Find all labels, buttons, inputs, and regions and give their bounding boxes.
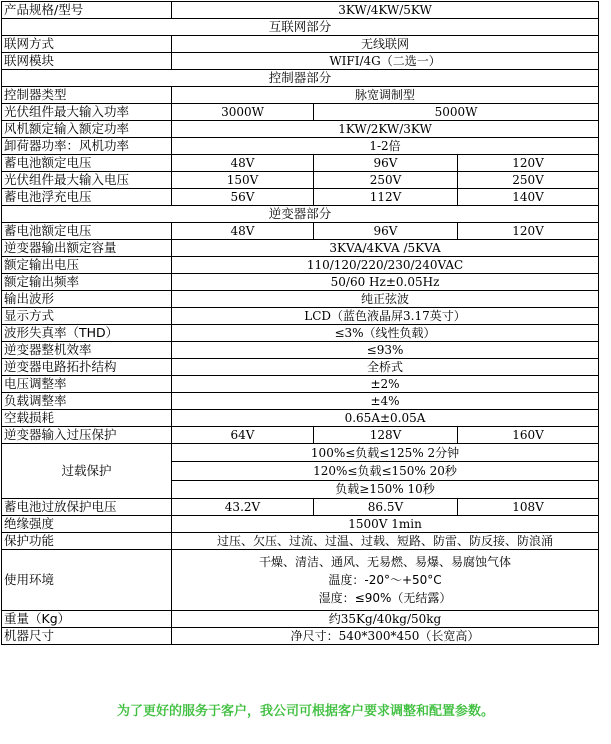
no-load-value: 0.65A±0.05A: [172, 410, 599, 427]
float-voltage-value: 112V: [314, 189, 458, 206]
environment-line: 干燥、清洁、通风、无易燃、易爆、易腐蚀气体: [259, 555, 512, 569]
row-insulation: [2, 516, 599, 533]
float-voltage-value: 140V: [458, 189, 599, 206]
pv-voltage-value: 250V: [314, 172, 458, 189]
wind-power-value: 1KW/2KW/3KW: [172, 121, 599, 138]
insulation-label: 绝缘强度: [2, 516, 172, 533]
inv-bat-voltage-value: 120V: [458, 223, 599, 240]
spec-table: [1, 1, 599, 645]
display-value: LCD（蓝色液晶屏3.17英寸）: [172, 308, 599, 325]
ctrl-type-label: 控制器类型: [2, 87, 172, 104]
row-inv-bat-voltage: [2, 223, 599, 240]
bat-voltage-value: 120V: [458, 155, 599, 172]
over-discharge-value: 86.5V: [314, 499, 458, 516]
overload-line: 120%≤负载≤150% 20秒: [172, 462, 599, 480]
inv-bat-voltage-value: 48V: [172, 223, 314, 240]
row-topology: [2, 359, 599, 376]
dump-load-value: 1-2倍: [172, 138, 599, 155]
row-overload: [2, 444, 599, 462]
inv-capacity-label: 逆变器输出额定容量: [2, 240, 172, 257]
topology-label: 逆变器电路拓扑结构: [2, 359, 172, 376]
row-out-freq: [2, 274, 599, 291]
environment-label: 使用环境: [2, 550, 172, 611]
row-size: [2, 628, 599, 645]
out-voltage-label: 额定输出电压: [2, 257, 172, 274]
overload-line: 100%≤负载≤125% 2分钟: [172, 444, 599, 462]
environment-line: 湿度：≤90%（无结露）: [318, 591, 452, 605]
thd-label: 波形失真率（THD）: [2, 325, 172, 342]
float-voltage-label: 蓄电池浮充电压: [2, 189, 172, 206]
row-load-reg: [2, 393, 599, 410]
no-load-label: 空载损耗: [2, 410, 172, 427]
protection-value: 过压、欠压、过流、过温、过载、短路、防雷、防反接、防浪涌: [172, 533, 599, 550]
row-dump-load: [2, 138, 599, 155]
row-pv-power: [2, 104, 599, 121]
row-inv-capacity: [2, 240, 599, 257]
model-label: 产品规格/型号: [2, 2, 172, 19]
row-bat-voltage: [2, 155, 599, 172]
size-value: 净尺寸：540*300*450（长宽高）: [172, 628, 599, 645]
inv-bat-voltage-label: 蓄电池额定电压: [2, 223, 172, 240]
out-freq-label: 额定输出频率: [2, 274, 172, 291]
dump-load-label: 卸荷器功率：风机功率: [2, 138, 172, 155]
inverter-section-header: 逆变器部分: [2, 206, 599, 223]
net-module-value: WIFI/4G（二选一）: [172, 53, 599, 70]
row-internet-section: [2, 19, 599, 36]
over-discharge-label: 蓄电池过放保护电压: [2, 499, 172, 516]
waveform-label: 输出波形: [2, 291, 172, 308]
wind-power-label: 风机额定输入额定功率: [2, 121, 172, 138]
overload-label: 过载保护: [2, 444, 172, 499]
row-protection: [2, 533, 599, 550]
ctrl-type-value: 脉宽调制型: [172, 87, 599, 104]
row-controller-section: [2, 70, 599, 87]
over-discharge-value: 108V: [458, 499, 599, 516]
row-thd: [2, 325, 599, 342]
row-pv-voltage: [2, 172, 599, 189]
pv-voltage-value: 150V: [172, 172, 314, 189]
weight-value: 约35Kg/40kg/50kg: [172, 611, 599, 628]
row-efficiency: [2, 342, 599, 359]
out-freq-value: 50/60 Hz±0.05Hz: [172, 274, 599, 291]
row-float-voltage: [2, 189, 599, 206]
pv-power-label: 光伏组件最大输入功率: [2, 104, 172, 121]
efficiency-label: 逆变器整机效率: [2, 342, 172, 359]
row-environment: [2, 550, 599, 611]
environment-value: [172, 550, 599, 611]
pv-voltage-label: 光伏组件最大输入电压: [2, 172, 172, 189]
load-reg-value: ±4%: [172, 393, 599, 410]
weight-label: 重量（Kg）: [2, 611, 172, 628]
bat-voltage-label: 蓄电池额定电压: [2, 155, 172, 172]
inv-capacity-value: 3KVA/4KVA /5KVA: [172, 240, 599, 257]
efficiency-value: ≤93%: [172, 342, 599, 359]
inv-bat-voltage-value: 96V: [314, 223, 458, 240]
overvoltage-value: 64V: [172, 427, 314, 444]
voltage-reg-label: 电压调整率: [2, 376, 172, 393]
display-label: 显示方式: [2, 308, 172, 325]
waveform-value: 纯正弦波: [172, 291, 599, 308]
row-net-mode: [2, 36, 599, 53]
row-ctrl-type: [2, 87, 599, 104]
controller-section-header: 控制器部分: [2, 70, 599, 87]
row-wind-power: [2, 121, 599, 138]
insulation-value: 1500V 1min: [172, 516, 599, 533]
row-waveform: [2, 291, 599, 308]
size-label: 机器尺寸: [2, 628, 172, 645]
row-no-load: [2, 410, 599, 427]
overvoltage-label: 逆变器输入过压保护: [2, 427, 172, 444]
row-overvoltage: [2, 427, 599, 444]
row-out-voltage: [2, 257, 599, 274]
pv-voltage-value: 250V: [458, 172, 599, 189]
voltage-reg-value: ±2%: [172, 376, 599, 393]
row-display: [2, 308, 599, 325]
net-mode-value: 无线联网: [172, 36, 599, 53]
thd-value: ≤3%（线性负载）: [172, 325, 599, 342]
footer-note: 为了更好的服务于客户，我公司可根据客户要求调整和配置参数。: [116, 704, 494, 719]
topology-value: 全桥式: [172, 359, 599, 376]
model-value: 3KW/4KW/5KW: [172, 2, 599, 19]
row-over-discharge: [2, 499, 599, 516]
environment-line: 温度：-20°～+50°C: [328, 573, 442, 587]
pv-power-value: 5000W: [314, 104, 599, 121]
row-model: [2, 2, 599, 19]
load-reg-label: 负载调整率: [2, 393, 172, 410]
overload-line: 负载≥150% 10秒: [172, 480, 599, 498]
protection-label: 保护功能: [2, 533, 172, 550]
bat-voltage-value: 96V: [314, 155, 458, 172]
pv-power-value: 3000W: [172, 104, 314, 121]
row-net-module: [2, 53, 599, 70]
bat-voltage-value: 48V: [172, 155, 314, 172]
net-module-label: 联网模块: [2, 53, 172, 70]
float-voltage-value: 56V: [172, 189, 314, 206]
internet-section-header: 互联网部分: [2, 19, 599, 36]
net-mode-label: 联网方式: [2, 36, 172, 53]
row-weight: [2, 611, 599, 628]
overvoltage-value: 160V: [458, 427, 599, 444]
row-voltage-reg: [2, 376, 599, 393]
overvoltage-value: 128V: [314, 427, 458, 444]
out-voltage-value: 110/120/220/230/240VAC: [172, 257, 599, 274]
over-discharge-value: 43.2V: [172, 499, 314, 516]
row-inverter-section: [2, 206, 599, 223]
